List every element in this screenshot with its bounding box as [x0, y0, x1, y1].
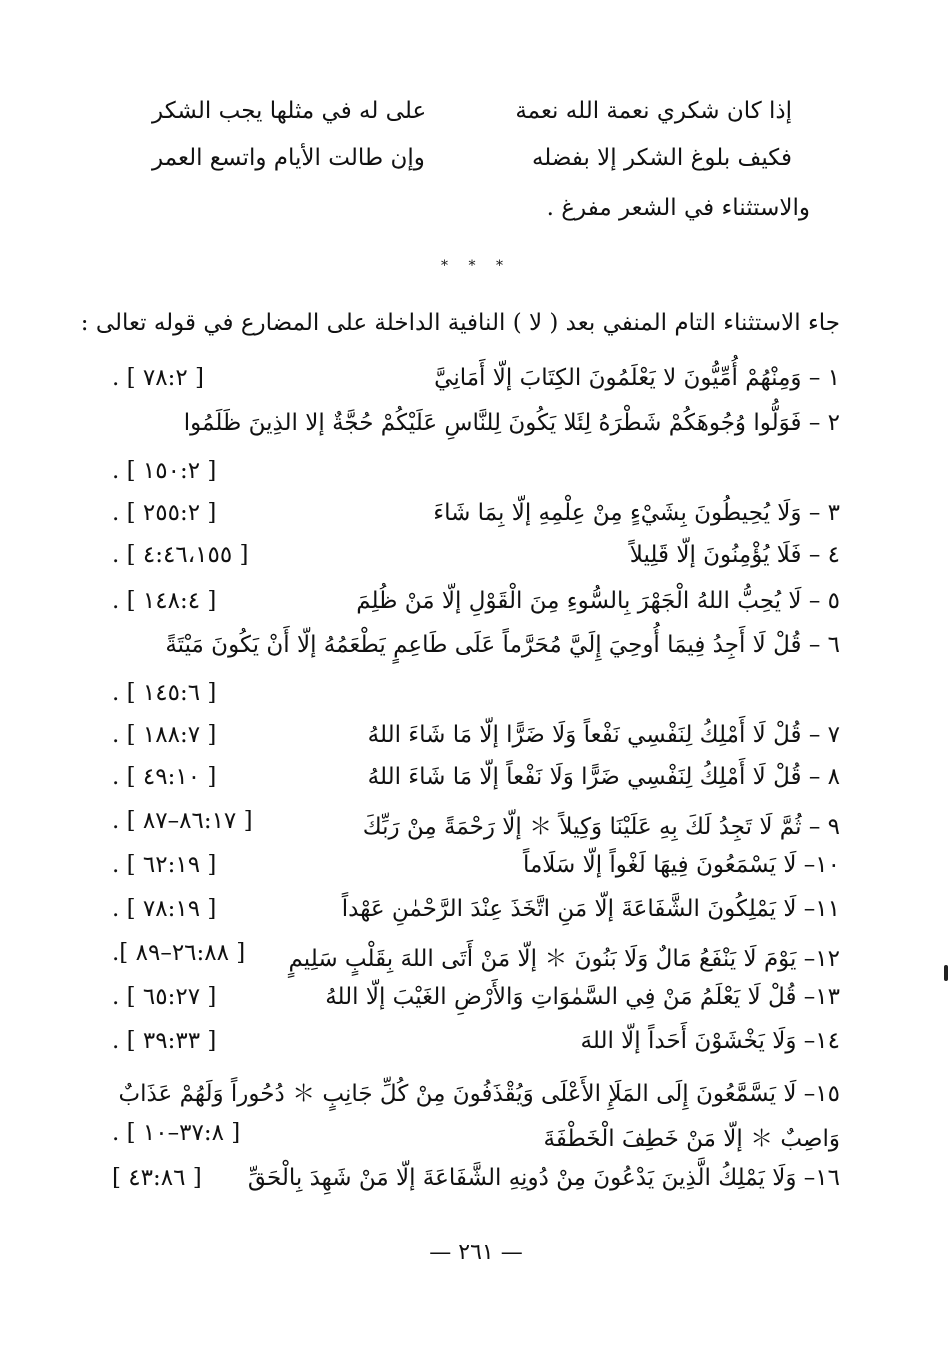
poem-hemistich: على له في مثلها يجب الشكر — [152, 98, 427, 124]
verse-text: ١٣– قُلْ لَا يَعْلَمُ مَنْ فِي السَّمٰوَاتِ وَالأَرْضِ الغَيْبَ إلّا اللهُ — [325, 984, 840, 1010]
verse-text: ١١– لَا يَمْلِكُونَ الشَّفَاعَةَ إلّا مَنِ اتَّخَذَ عِنْدَ الرَّحْمٰنِ عَهْداً — [341, 896, 840, 922]
page-number: — ٢٦١ — — [429, 1240, 523, 1265]
verse-reference: [ ٤٣:٨٦ ] — [112, 1165, 202, 1191]
verse-reference: [ ٤:٤٦،١٥٥ ] . — [112, 542, 249, 568]
verse-line — [112, 896, 840, 932]
verse-reference: [ ٦٥:٢٧ ] . — [112, 984, 217, 1010]
verse-text: ٤ – فَلَا يُؤْمِنُونَ إلّا قَلِيلاً — [629, 542, 840, 568]
verse-line — [112, 632, 840, 668]
verse-reference: [ ٧٨:١٩ ] . — [112, 896, 217, 922]
poem-line-2 — [152, 145, 792, 171]
verse-line — [112, 1028, 840, 1064]
verse-line — [112, 722, 840, 758]
verse-text: ١٦– وَلَا يَمْلِكُ الَّذِينَ يَدْعُونَ مِنْ دُونِهِ الشَّفَاعَةَ إلّا مَنْ شَهِدَ بِالْحَقِّ — [247, 1165, 840, 1191]
verse-line — [112, 852, 840, 888]
verse-reference: [ ٢٦:٨٨–٨٩ ]. — [112, 940, 246, 966]
verse-reference: [ ١٥٠:٢ ] . — [112, 458, 217, 484]
verse-text: ٨ – قُلْ لَا أَمْلِكُ لِنَفْسِي ضَرًّا وَلَا نَفْعاً إلّا مَا شَاءَ اللهُ — [367, 764, 840, 790]
note-line: والاستثناء في الشعر مفرغ . — [546, 195, 810, 221]
verse-line — [112, 410, 840, 446]
scan-mark — [944, 965, 948, 981]
verse-line — [112, 458, 840, 494]
verse-text: ١٠– لَا يَسْمَعُونَ فِيهَا لَغْواً إلّا سَلَاماً — [522, 852, 840, 878]
verse-line — [112, 680, 840, 716]
verse-text: ٣ – وَلَا يُحِيطُونَ بِشَيْءٍ مِنْ عِلْمِهِ إلّا بِمَا شَاءَ — [433, 500, 840, 526]
verse-text: ١٢– يَوْمَ لَا يَنْفَعُ مَالٌ وَلَا بَنُونَ ＊ إلّا مَنْ أَتَى اللهَ بِقَلْبٍ سَلِيمٍ — [288, 946, 840, 972]
verse-text: ٥ – لَا يُحِبُّ اللهُ الْجَهْرَ بِالسُّوءِ مِنَ الْقَوْلِ إلّا مَنْ ظُلِمَ — [356, 588, 840, 614]
poem-line-1 — [152, 98, 792, 124]
verse-line — [112, 940, 840, 976]
verse-reference: [ ٤٩:١٠ ] . — [112, 764, 217, 790]
verse-reference: [ ١٤٨:٤ ] . — [112, 588, 217, 614]
verse-reference: [ ١٨٨:٧ ] . — [112, 722, 217, 748]
verse-line — [112, 542, 840, 578]
verse-line — [112, 984, 840, 1020]
verse-text: وَاصِبٌ ＊ إلّا مَنْ خَطِفَ الْخَطْفَةَ — [543, 1126, 840, 1152]
section-separator: * * * — [441, 258, 511, 274]
verse-line — [112, 588, 840, 624]
poem-hemistich: إذا كان شكري نعمة الله نعمة — [515, 98, 792, 124]
verse-line — [112, 764, 840, 800]
poem-hemistich: وإن طالت الأيام واتسع العمر — [152, 145, 425, 171]
poem-hemistich: فكيف بلوغ الشكر إلا بفضله — [531, 145, 792, 171]
verse-text: ٢ – فَوَلُّوا وُجُوهَكُمْ شَطْرَهُ لِئَلا يَكُونَ لِلنَّاسِ عَلَيْكُمْ حُجَّةٌ إلا الذِينَ ظَلَمُوا — [183, 410, 840, 436]
verse-line — [112, 808, 840, 844]
verse-reference: [ ٧٨:٢ ] . — [112, 365, 205, 391]
verse-reference: [ ٦٢:١٩ ] . — [112, 852, 217, 878]
verse-reference: [ ٢٥٥:٢ ] . — [112, 500, 217, 526]
verse-reference: [ ٨٦:١٧–٨٧ ] . — [112, 808, 253, 834]
verse-text: ٦ – قُلْ لَا أَجِدُ فِيمَا أُوحِيَ إِلَيَّ مُحَرَّماً عَلَى طَاعِمٍ يَطْعَمُهُ إلّا أَنْ يَكُونَ مَيْتَةً — [165, 632, 840, 658]
verse-text: ١ – وَمِنْهُمْ أُمِّيُّونَ لا يَعْلَمُونَ الكِتَابَ إلّا أَمَانِيَّ — [434, 365, 840, 391]
verse-line — [112, 500, 840, 536]
verse-line — [112, 1120, 840, 1156]
intro-paragraph: جاء الاستثناء التام المنفي بعد ( لا ) النافية الداخلة على المضارع في قوله تعالى : — [80, 310, 840, 336]
verse-text: ٧ – قُلْ لَا أَمْلِكُ لِنَفْسِي نَفْعاً وَلَا ضَرًّا إلّا مَا شَاءَ اللهُ — [367, 722, 840, 748]
verse-line — [112, 1075, 840, 1111]
verse-text: ٩ – ثُمَّ لَا تَجِدُ لَكَ بِهِ عَلَيْنَا وَكِيلاً ＊ إلّا رَحْمَةً مِنْ رَبِّكَ — [362, 814, 840, 840]
verse-text: ١٥– لَا يَسَّمَّعُونَ إِلَى المَلَإِ الأَعْلَى وَيُقْذَفُونَ مِنْ كُلِّ جَانِبٍ ＊ دُحُوراً وَلَهُمْ عَذَابٌ — [118, 1081, 840, 1107]
verse-text: ١٤– وَلَا يَخْشَوْنَ أَحَداً إلّا اللهَ — [580, 1028, 840, 1054]
verse-reference: [ ٣٩:٣٣ ] . — [112, 1028, 217, 1054]
verse-line — [112, 1165, 840, 1201]
verse-reference: [ ١٤٥:٦ ] . — [112, 680, 217, 706]
verse-line — [112, 365, 840, 401]
verse-reference: [ ٣٧:٨–١٠ ] . — [112, 1120, 241, 1146]
